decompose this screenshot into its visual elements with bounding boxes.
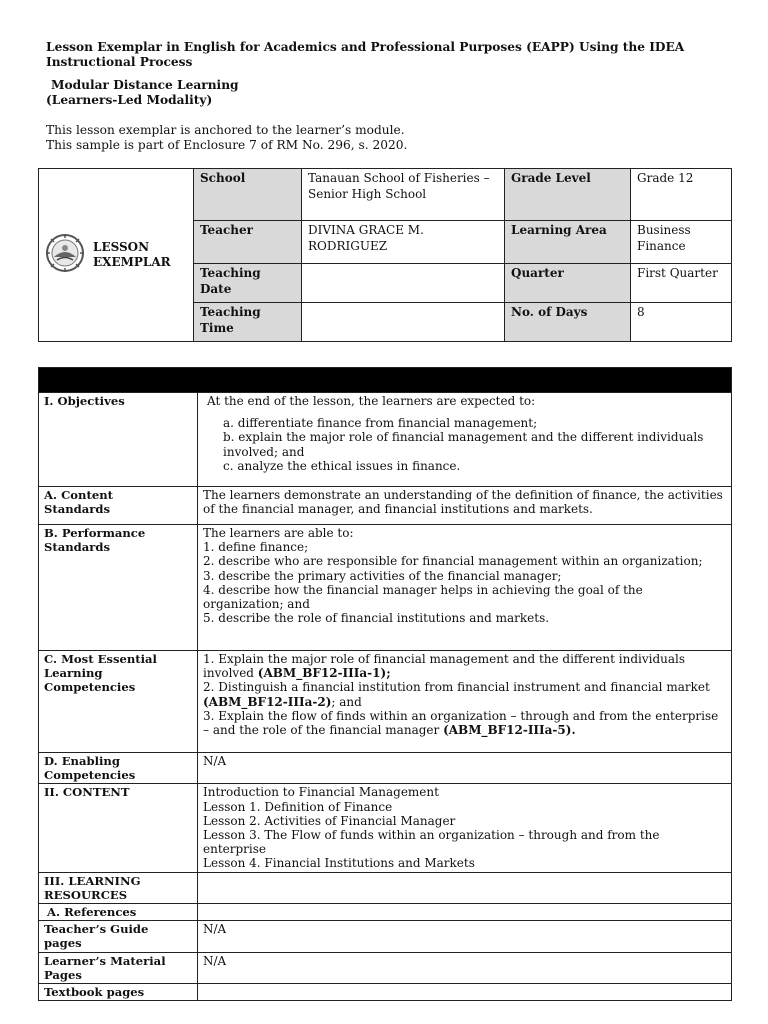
performance-line: 2. describe who are responsible for financial management within an organization; (203, 554, 703, 569)
performance-standards-label-2: Standards (44, 540, 111, 555)
enabling-label-2: Competencies (44, 768, 136, 783)
document-title: Lesson Exemplar in English for Academics and Professional Purposes (EAPP) Using the IDEA Instructional Process (46, 40, 685, 69)
grade-level-label: Grade Level (505, 169, 631, 221)
performance-line: 3. describe the primary activities of the financial manager; (203, 568, 562, 583)
performance-line: 5. describe the role of financial institutions and markets. (203, 611, 550, 626)
competency-item (203, 680, 726, 708)
performance-standards-cell (198, 525, 732, 651)
learners-material-value: N/A (198, 952, 732, 983)
grade-level-value: Grade 12 (631, 169, 732, 221)
competency-code: (ABM_BF12-IIIa-5). (443, 723, 576, 738)
competency-code: (ABM_BF12-IIIa-2) (203, 694, 332, 709)
learning-resources-value (198, 872, 732, 903)
content-cell (198, 784, 732, 872)
lesson-header-table (38, 168, 732, 342)
school-label: School (194, 169, 302, 221)
competency-text: 1. Explain the major role of financial management and the different individuals involved (203, 652, 686, 681)
references-row (39, 904, 732, 921)
competency-end: ; (386, 666, 391, 681)
content-label: II. CONTENT (39, 784, 198, 872)
enabling-row (39, 753, 732, 784)
objectives-row (39, 393, 732, 487)
modality-line-1: Modular Distance Learning (51, 78, 239, 92)
competency-end: ; and (331, 694, 362, 709)
references-label: A. References (39, 904, 198, 921)
content-standards-label (39, 487, 198, 525)
teachers-guide-label-1: Teacher’s Guide (44, 922, 149, 937)
quarter-value: First Quarter (631, 264, 732, 303)
quarter-label: Quarter (505, 264, 631, 303)
enabling-label (39, 753, 198, 784)
content-standards-label-2: Standards (44, 502, 111, 517)
competencies-row (39, 651, 732, 753)
teachers-guide-label-2: pages (44, 936, 82, 951)
lesson-exemplar-label (93, 240, 171, 270)
intro-line-2: This sample is part of Enclosure 7 of RM No. 296, s. 2020. (46, 138, 408, 152)
performance-line: 1. define finance; (203, 540, 309, 555)
learners-material-label-1: Learner’s Material (44, 953, 166, 968)
logo-cell (39, 169, 194, 342)
competency-text: 2. Distinguish a financial institution from financial instrument and financial market (203, 680, 710, 695)
content-line: Lesson 3. The Flow of funds within an organization – through and from the enterprise (203, 828, 660, 857)
teaching-date-value (302, 264, 505, 303)
performance-line: 4. describe how the financial manager helps in achieving the goal of the organization; and (203, 582, 643, 612)
intro-text (46, 123, 686, 153)
teachers-guide-value: N/A (198, 921, 732, 952)
teachers-guide-label (39, 921, 198, 952)
learners-material-row (39, 952, 732, 983)
modality-line-2: (Learners-Led Modality) (46, 93, 213, 107)
competencies-label-2: Learning (44, 666, 103, 681)
competencies-label (39, 651, 198, 753)
objective-item: a. differentiate finance from financial management; (223, 416, 538, 431)
teacher-label: Teacher (194, 221, 302, 264)
content-row (39, 784, 732, 872)
competency-text: 3. Explain the flow of finds within an organization – through and from the enterprise – and the role of the financial manager (203, 708, 719, 738)
competencies-label-3: Competencies (44, 680, 136, 695)
table-header-bar (39, 368, 732, 393)
learners-material-label-2: Pages (44, 967, 82, 982)
teaching-time-label-1: Teaching (200, 305, 261, 319)
content-line: Lesson 2. Activities of Financial Manager (203, 813, 456, 828)
content-line: Lesson 4. Financial Institutions and Markets (203, 856, 475, 871)
competency-item (203, 709, 726, 737)
teachers-guide-row (39, 921, 732, 952)
learning-resources-label (39, 872, 198, 903)
teaching-time-label (194, 303, 302, 342)
enabling-label-1: D. Enabling (44, 754, 120, 768)
competency-code: (ABM_BF12-IIIa-1) (257, 666, 387, 681)
references-value (198, 904, 732, 921)
objectives-cell (198, 393, 732, 487)
performance-standards-row (39, 525, 732, 651)
textbook-label: Textbook pages (39, 984, 198, 1001)
learners-material-label (39, 952, 198, 983)
objective-item-text: b. explain the major role of financial management and the different individuals involved; and (223, 430, 704, 459)
competencies-label-1: C. Most Essential (44, 652, 157, 666)
no-of-days-label: No. of Days (505, 303, 631, 342)
learning-area-value: Business Finance (631, 221, 732, 264)
content-line: Introduction to Financial Management (203, 785, 439, 800)
teacher-value: DIVINA GRACE M. RODRIGUEZ (302, 221, 505, 264)
content-standards-label-1: A. Content (44, 488, 113, 502)
school-value: Tanauan School of Fisheries – Senior High School (302, 169, 505, 221)
logo-text-line-1: LESSON (93, 240, 150, 254)
objective-item: c. analyze the ethical issues in finance. (223, 458, 461, 473)
learning-resources-label-2: RESOURCES (44, 887, 128, 902)
intro-line-1: This lesson exemplar is anchored to the learner’s module. (46, 123, 405, 137)
learning-resources-label-1: III. LEARNING (44, 873, 141, 888)
content-standards-row (39, 487, 732, 525)
no-of-days-value: 8 (631, 303, 732, 342)
teaching-date-label (194, 264, 302, 303)
competency-item (203, 652, 726, 680)
objective-item (203, 430, 726, 458)
performance-standards-label (39, 525, 198, 651)
black-header-cell (39, 368, 732, 393)
textbook-value (198, 984, 732, 1001)
enabling-value: N/A (198, 753, 732, 784)
learning-resources-row (39, 872, 732, 903)
content-line: Lesson 1. Definition of Finance (203, 799, 393, 814)
teaching-time-value (302, 303, 505, 342)
performance-standards-label-1: B. Performance (44, 526, 146, 540)
logo-text-line-2: EXEMPLAR (93, 255, 171, 269)
competencies-cell (198, 651, 732, 753)
performance-line: The learners are able to: (203, 526, 354, 540)
lesson-plan-table (38, 367, 732, 1001)
teaching-date-label-2: Date (200, 281, 232, 296)
school-seal-icon (45, 233, 85, 278)
textbook-row (39, 984, 732, 1001)
teaching-date-label-1: Teaching (200, 266, 261, 280)
content-standards-text: The learners demonstrate an understanding of the definition of finance, the activities of the financial manager, and financial institutions and markets. (198, 487, 732, 525)
objectives-label: I. Objectives (39, 393, 198, 487)
teaching-time-label-2: Time (200, 320, 234, 335)
learning-area-label: Learning Area (505, 221, 631, 264)
objectives-intro: At the end of the lesson, the learners are expected to: (207, 394, 536, 408)
modality-heading (46, 78, 446, 108)
